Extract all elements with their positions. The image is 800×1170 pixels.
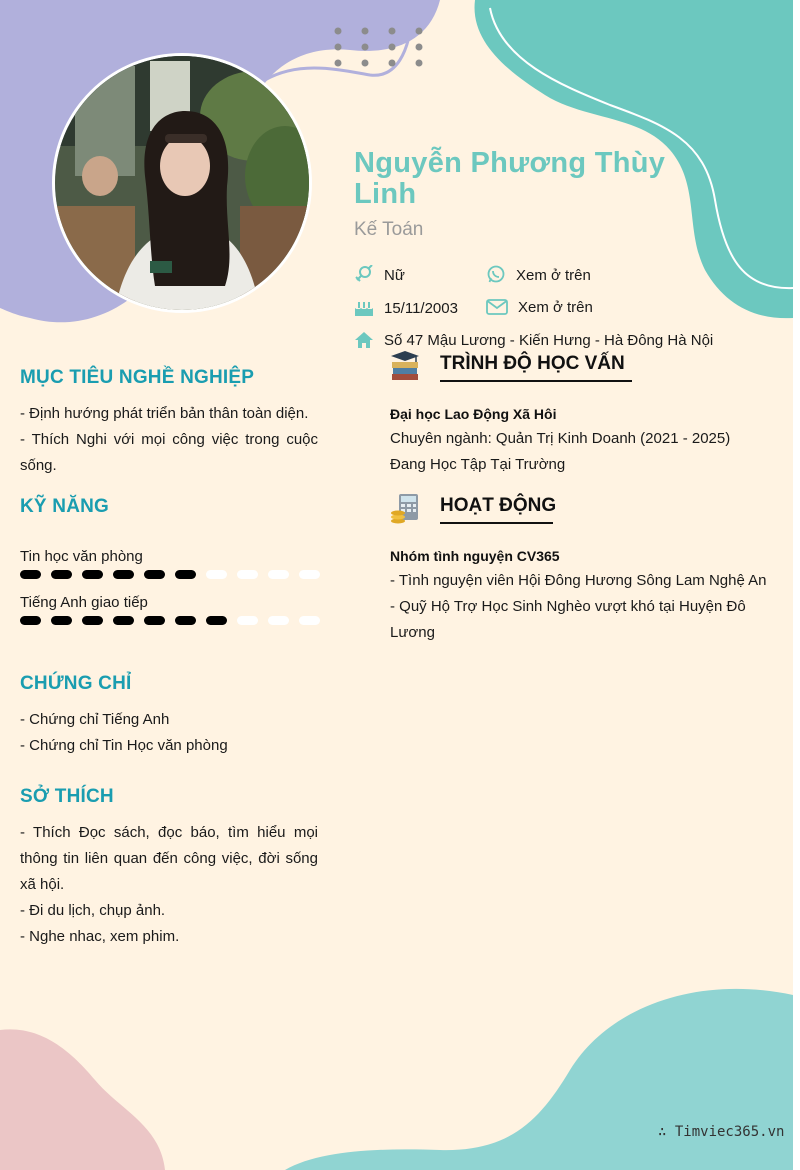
skill-dot-empty (268, 570, 289, 579)
education-header (390, 350, 632, 382)
phone-row (486, 265, 591, 285)
skill-dot-filled (144, 570, 165, 579)
certificate-line: - Chứng chỉ Tiếng Anh (20, 711, 170, 728)
skill-dot-filled (82, 616, 103, 625)
education-major: Chuyên ngành: Quản Trị Kinh Doanh (2021 - 2025) (390, 430, 731, 447)
activity-line: - Tình nguyện viên Hội Đông Hương Sông Lam Nghệ An (390, 572, 767, 589)
gender-value: Nữ (384, 266, 405, 284)
phone-value: Xem ở trên (516, 266, 591, 284)
skill-dot-filled (82, 570, 103, 579)
certificates-section (20, 707, 318, 759)
skill-dot-empty (237, 570, 258, 579)
skill-level-bar (20, 616, 320, 625)
gender-row (354, 265, 405, 285)
skill-dot-empty (268, 616, 289, 625)
birthday-value: 15/11/2003 (384, 299, 458, 317)
skill-dot-empty (237, 616, 258, 625)
activities-title: HOẠT ĐỘNG (440, 495, 553, 524)
skill-dot-filled (51, 570, 72, 579)
birthday-cake-icon (354, 298, 374, 318)
skill-dot-filled (175, 616, 196, 625)
skill-dot-empty (206, 570, 227, 579)
education-school: Đại học Lao Động Xã Hôi (390, 406, 557, 422)
envelope-icon (486, 298, 508, 316)
skill-dot-empty (299, 570, 320, 579)
certificates-title: CHỨNG CHỈ (20, 673, 132, 694)
skill-dot-filled (20, 570, 41, 579)
phone-icon (486, 265, 506, 285)
birthday-row (354, 298, 458, 318)
education-title: TRÌNH ĐỘ HỌC VẤN (440, 353, 632, 382)
hobbies-section (20, 820, 318, 950)
objective-title: MỤC TIÊU NGHỀ NGHIỆP (20, 367, 255, 388)
certificate-line: - Chứng chỉ Tin Học văn phòng (20, 737, 228, 754)
pink-blob (0, 1029, 165, 1170)
activities-org: Nhóm tình nguyện CV365 (390, 548, 560, 564)
watermark: ∴ Timviec365.vn (658, 1124, 785, 1140)
skill-dot-filled (51, 616, 72, 625)
objective-line: - Định hướng phát triển bản thân toàn diện. (20, 405, 309, 422)
education-status: Đang Học Tập Tại Trường (390, 456, 566, 473)
skill-level-bar (20, 570, 320, 579)
skill-name: Tin học văn phòng (20, 548, 143, 565)
skill-name: Tiếng Anh giao tiếp (20, 594, 148, 611)
activity-line: - Quỹ Hộ Trợ Học Sinh Nghèo vượt khó tại Huyện Đô Lương (390, 598, 746, 641)
objective-section (20, 401, 318, 479)
gender-icon (354, 265, 374, 285)
skill-dot-filled (175, 570, 196, 579)
activities-section (390, 568, 770, 646)
activities-header (390, 492, 557, 524)
hobby-line: - Thích Đọc sách, đọc báo, tìm hiểu mọi thông tin liên quan đến công việc, đời sống xã hội. (20, 824, 318, 893)
skill-dot-empty (299, 616, 320, 625)
email-value: Xem ở trên (518, 298, 593, 316)
hobbies-title: SỞ THÍCH (20, 786, 114, 807)
skills-title: KỸ NĂNG (20, 496, 110, 517)
skill-dot-filled (206, 616, 227, 625)
books-graduation-icon (390, 350, 420, 382)
address-row (354, 331, 713, 349)
objective-line: - Thích Nghi với mọi công việc trong cuộc sống. (20, 431, 318, 474)
skill-dot-filled (113, 570, 134, 579)
skill-dot-filled (113, 616, 134, 625)
email-row (486, 298, 593, 316)
job-title: Kế Toán (354, 219, 424, 240)
skill-dot-filled (144, 616, 165, 625)
candidate-name: Nguyễn Phương Thùy Linh (354, 147, 666, 210)
hobby-line: - Đi du lịch, chụp ảnh. (20, 902, 166, 919)
hobby-line: - Nghe nhac, xem phim. (20, 928, 180, 945)
calculator-coins-icon (390, 492, 420, 524)
profile-photo (52, 53, 312, 313)
skill-dot-filled (20, 616, 41, 625)
light-teal-blob (285, 989, 793, 1170)
home-icon (354, 331, 374, 349)
address-value: Số 47 Mậu Lương - Kiến Hưng - Hà Đông Hà Nội (384, 331, 714, 349)
